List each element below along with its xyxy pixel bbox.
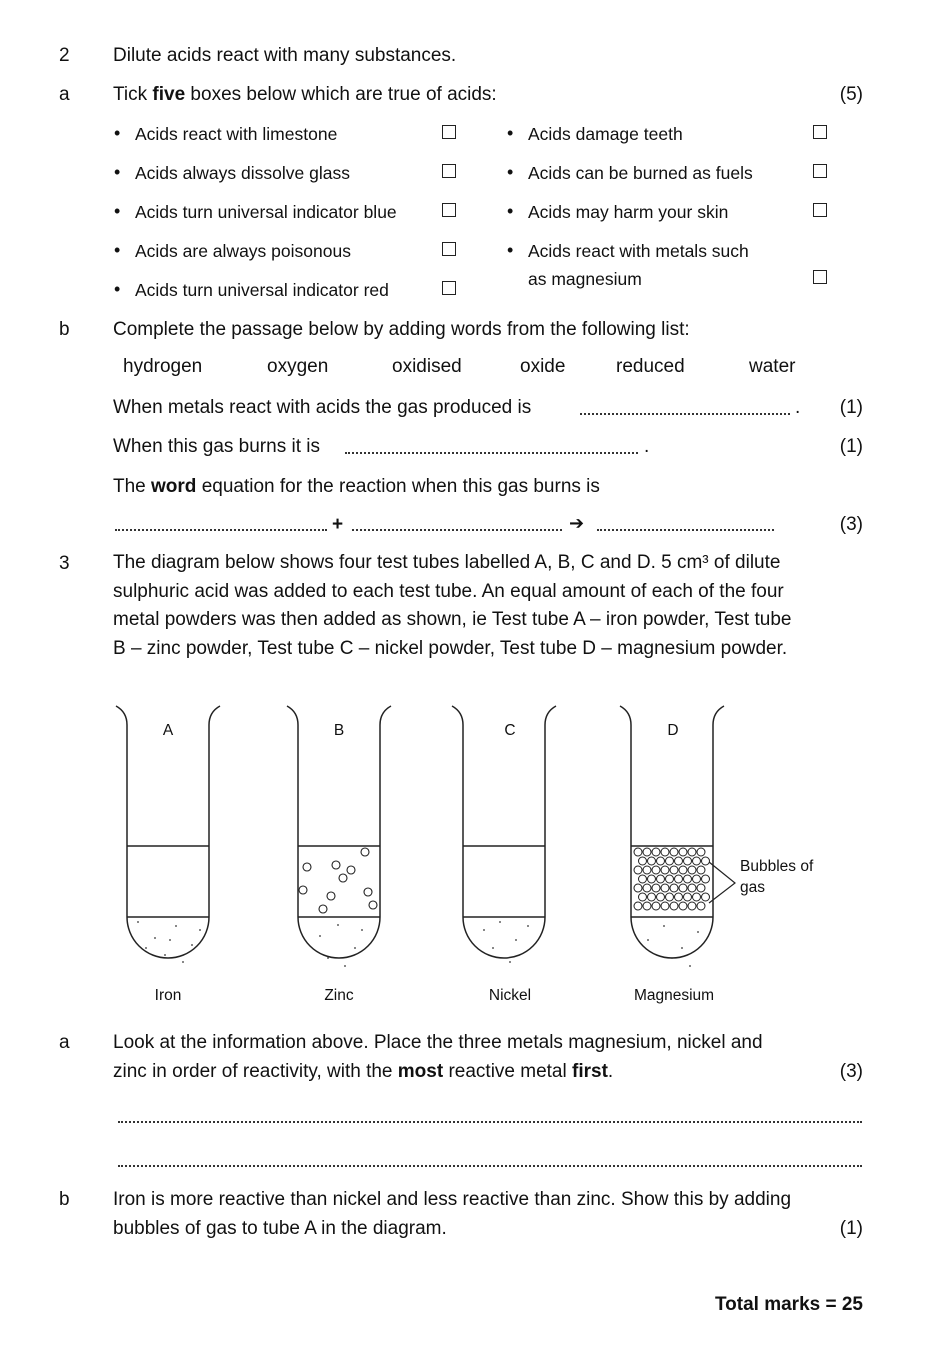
- gas-bubble: [675, 875, 683, 883]
- gas-bubble: [639, 875, 647, 883]
- gas-bubble: [652, 848, 660, 856]
- full-stop: .: [795, 397, 801, 418]
- gas-bubble: [648, 893, 656, 901]
- gas-bubble: [688, 902, 696, 910]
- marks: (5): [839, 84, 863, 105]
- tube-letter-label: D: [667, 722, 679, 739]
- word-list-item: reduced: [616, 356, 685, 377]
- gas-bubbles-d: [634, 848, 710, 910]
- gas-bubble: [652, 866, 660, 874]
- gas-bubble: [702, 893, 710, 901]
- gas-bubble: [702, 875, 710, 883]
- arrow-icon: ➔: [569, 513, 585, 533]
- gas-bubble: [688, 866, 696, 874]
- gas-bubble: [643, 866, 651, 874]
- gas-bubbles-b: [299, 848, 377, 913]
- statement-item: • Acids turn universal indicator blue: [135, 202, 397, 223]
- gas-bubble: [661, 902, 669, 910]
- gas-bubble: [693, 857, 701, 865]
- statement-item: • Acids are always poisonous: [135, 241, 351, 262]
- marks: (3): [839, 514, 863, 535]
- gas-bubble: [670, 848, 678, 856]
- marks: (1): [839, 436, 863, 457]
- gas-bubble: [697, 848, 705, 856]
- full-stop: .: [644, 436, 650, 457]
- gas-bubble: [702, 857, 710, 865]
- gas-bubble: [670, 902, 678, 910]
- gas-bubble: [643, 884, 651, 892]
- gas-bubble: [666, 893, 674, 901]
- part-a-question: zinc in order of reactivity, with the most reactive metal first.: [113, 1061, 614, 1082]
- gas-bubble: [643, 902, 651, 910]
- gas-bubble: [666, 857, 674, 865]
- gas-bubble: [697, 866, 705, 874]
- intro-line: B – zinc powder, Test tube C – nickel powder, Test tube D – magnesium powder.: [113, 638, 788, 660]
- gas-bubble: [634, 902, 642, 910]
- tube-metal-label: Zinc: [324, 987, 354, 1004]
- word-list-item: oxide: [520, 356, 566, 377]
- tube-metal-label: Nickel: [488, 987, 532, 1004]
- gas-bubble: [657, 875, 665, 883]
- test-tube-d: [620, 706, 724, 958]
- gas-bubble: [643, 848, 651, 856]
- question-number: 3: [59, 553, 70, 574]
- marks: (3): [839, 1061, 863, 1082]
- answer-line[interactable]: [118, 1165, 862, 1167]
- gas-bubble: [661, 884, 669, 892]
- statement-item: • Acids can be burned as fuels: [528, 163, 753, 184]
- part-a-instruction: Tick five boxes below which are true of acids:: [113, 84, 497, 105]
- word-list-item: oxygen: [267, 356, 329, 377]
- part-letter: a: [59, 84, 70, 105]
- gas-bubble: [675, 857, 683, 865]
- gas-bubble: [679, 866, 687, 874]
- question-intro: Dilute acids react with many substances.: [113, 45, 457, 66]
- intro-line: sulphuric acid was added to each test tube. An equal amount of each of the four: [113, 580, 784, 602]
- part-b-instruction: Complete the passage below by adding words from the following list:: [113, 319, 690, 340]
- part-b-question: Iron is more reactive than nickel and less reactive than zinc. Show this by adding: [113, 1189, 792, 1210]
- gas-bubble: [679, 884, 687, 892]
- gas-bubble: [670, 866, 678, 874]
- gas-bubble: [684, 875, 692, 883]
- gas-bubble: [634, 866, 642, 874]
- gas-bubble: [661, 848, 669, 856]
- gas-bubble: [697, 884, 705, 892]
- tube-letter-label: C: [504, 722, 516, 739]
- gas-bubble: [652, 902, 660, 910]
- gas-bubble: [648, 857, 656, 865]
- tube-letter-label: B: [333, 722, 345, 739]
- part-b-question: bubbles of gas to tube A in the diagram.: [113, 1218, 447, 1239]
- gas-bubble: [634, 884, 642, 892]
- statement-item: • Acids react with limestone: [135, 124, 337, 145]
- gas-bubble: [634, 848, 642, 856]
- part-a-question: Look at the information above. Place the three metals magnesium, nickel and: [113, 1032, 763, 1053]
- statement-item: • Acids may harm your skin: [528, 202, 728, 223]
- gas-bubble: [666, 875, 674, 883]
- test-tube-c: [452, 706, 556, 958]
- gas-bubble: [661, 866, 669, 874]
- word-list-item: hydrogen: [123, 356, 203, 377]
- gas-bubble: [688, 848, 696, 856]
- tube-letter-label: A: [162, 722, 174, 739]
- gas-bubble: [657, 893, 665, 901]
- gas-bubble: [670, 884, 678, 892]
- passage-line: When metals react with acids the gas produced is: [113, 397, 532, 418]
- gas-bubble: [652, 884, 660, 892]
- tube-metal-label: Magnesium: [633, 987, 715, 1004]
- gas-bubble: [648, 875, 656, 883]
- marks: (1): [839, 397, 863, 418]
- word-list-item: oxidised: [392, 356, 462, 377]
- passage-line: The word equation for the reaction when this gas burns is: [113, 476, 600, 497]
- statement-item: • Acids react with metals such: [528, 241, 749, 262]
- gas-bubble: [693, 875, 701, 883]
- bubbles-label: gas: [740, 879, 765, 896]
- question-number: 2: [59, 45, 70, 66]
- gas-bubble: [679, 902, 687, 910]
- intro-line: The diagram below shows four test tubes labelled A, B, C and D. 5 cm³ of dilute: [113, 552, 781, 573]
- marks: (1): [839, 1218, 863, 1239]
- intro-line: metal powders was then added as shown, ie Test tube A – iron powder, Test tube: [113, 609, 792, 631]
- gas-bubble: [693, 893, 701, 901]
- gas-bubble: [688, 884, 696, 892]
- answer-line[interactable]: [118, 1121, 862, 1123]
- word-list-item: water: [749, 356, 796, 377]
- statement-item-continuation: as magnesium: [528, 269, 642, 289]
- gas-bubble: [639, 893, 647, 901]
- total-marks: Total marks = 25: [714, 1294, 863, 1315]
- bubbles-label: Bubbles of: [740, 858, 814, 875]
- metal-powder: [137, 921, 699, 967]
- statement-item: • Acids damage teeth: [528, 124, 683, 145]
- gas-bubble: [657, 857, 665, 865]
- gas-bubble: [684, 857, 692, 865]
- plus-sign: +: [332, 514, 344, 535]
- test-tube-b: [287, 706, 391, 958]
- statement-item: • Acids always dissolve glass: [135, 163, 350, 184]
- gas-bubble: [639, 857, 647, 865]
- gas-bubble: [697, 902, 705, 910]
- gas-bubble: [684, 893, 692, 901]
- tube-metal-label: Iron: [154, 987, 182, 1004]
- part-letter: b: [59, 319, 70, 340]
- test-tube-a: [116, 706, 220, 958]
- statement-item: • Acids turn universal indicator red: [135, 280, 389, 301]
- part-letter: a: [59, 1032, 70, 1053]
- gas-bubble: [675, 893, 683, 901]
- passage-line: When this gas burns it is: [113, 436, 320, 457]
- part-letter: b: [59, 1189, 70, 1210]
- gas-bubble: [679, 848, 687, 856]
